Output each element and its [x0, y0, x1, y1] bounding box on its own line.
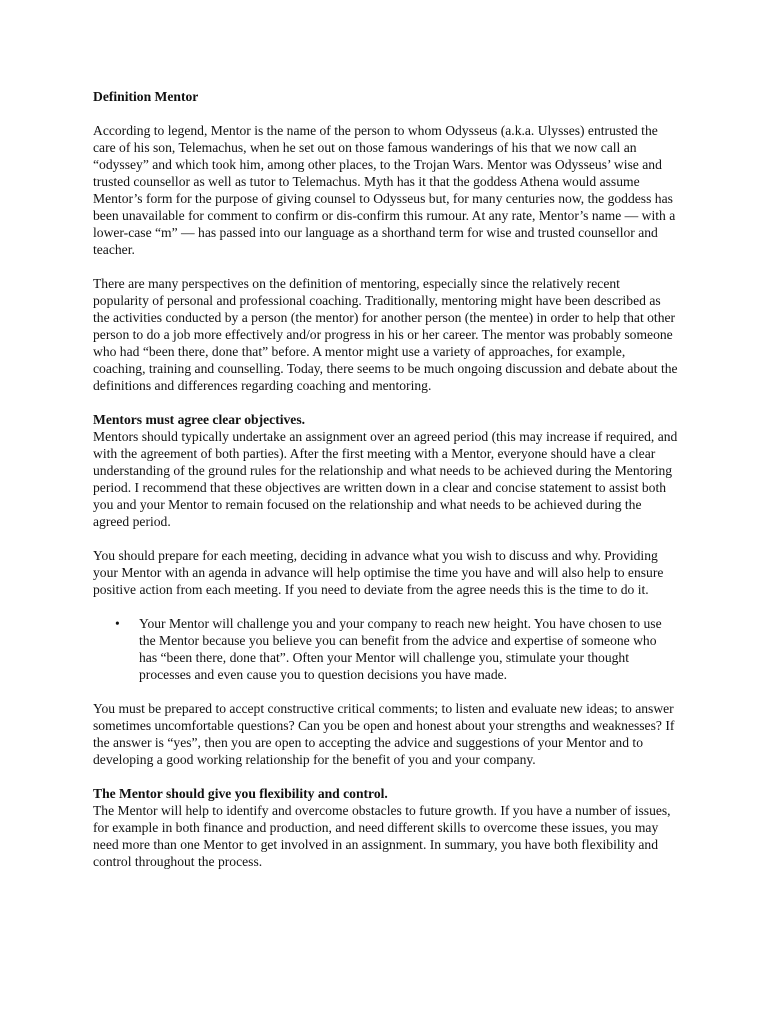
paragraph-flexibility: The Mentor will help to identify and overcome obstacles to future growth. If you have a number of issues, for example in both finance and production, and need different skills to overcome these issues, you may need more than one Mentor to get involved in an assignment. In summary, you have both flexibility and control throughout the process. [93, 803, 671, 869]
list-item [93, 615, 678, 683]
paragraph-prepare: You should prepare for each meeting, deciding in advance what you wish to discuss and why. Providing your Mentor with an agenda in advance will help optimise the time you have and will also help to ensure positive action from each meeting. If you need to deviate from the agree needs this is the time to do it. [93, 548, 664, 597]
paragraph-objectives: Mentors should typically undertake an assignment over an agreed period (this may increase if required, and with the agreement of both parties). After the first meeting with a Mentor, everyone should have a clear understanding of the ground rules for the relationship and what needs to be achieved during the Mentoring period. I recommend that these objectives are written down in a clear and concise statement to assist both you and your Mentor to remain focused on the relationship and what needs to be achieved during the agreed period. [93, 429, 678, 529]
section-heading-flexibility: The Mentor should give you flexibility and control. [93, 786, 388, 801]
paragraph-legend: According to legend, Mentor is the name of the person to whom Odysseus (a.k.a. Ulysses) entrusted the care of his son, Telemachus, when he set out on those famous wanderings of his that we now call an “odyssey” and which took him, among other places, to the Trojan Wars. Mentor was Odysseus’ wise and trusted counsellor as well as tutor to Telemachus. Myth has it that the goddess Athena would assume Mentor’s form for the purpose of giving counsel to Odysseus but, for many centuries now, the goddess has been unavailable for comment to confirm or dis-confirm this rumour. At any rate, Mentor’s name — with a lower-case “m” — has passed into our language as a shorthand term for wise and trusted counsellor and teacher. [93, 123, 676, 257]
bullet-list [93, 615, 678, 683]
paragraph-critical-comments: You must be prepared to accept constructive critical comments; to listen and evaluate new ideas; to answer sometimes uncomfortable questions? Can you be open and honest about your strengths and weaknesses? If the answer is “yes”, then you are open to accepting the advice and suggestions of your Mentor and to developing a good working relationship for the benefit of you and your company. [93, 701, 675, 767]
document-title: Definition Mentor [93, 89, 199, 104]
bullet-icon: • [115, 616, 120, 631]
paragraph-perspectives: There are many perspectives on the definition of mentoring, especially since the relatively recent popularity of personal and professional coaching. Traditionally, mentoring might have been described as the activities conducted by a person (the mentor) for another person (the mentee) in order to help that other person to do a job more effectively and/or progress in his or her career. The mentor was probably someone who had “been there, done that” before. A mentor might use a variety of approaches, for example, coaching, training and counselling. Today, there seems to be much ongoing discussion and debate about the definitions and differences regarding coaching and mentoring. [93, 276, 678, 393]
section-heading-objectives: Mentors must agree clear objectives. [93, 412, 306, 427]
list-item-text: Your Mentor will challenge you and your company to reach new height. You have chosen to use the Mentor because you believe you can benefit from the advice and expertise of someone who has “been there, done that”. Often your Mentor will challenge you, stimulate your thought processes and even cause you to question decisions you have made. [139, 616, 662, 682]
document-body [93, 88, 678, 887]
section-objectives [93, 411, 678, 530]
section-flexibility [93, 785, 678, 870]
